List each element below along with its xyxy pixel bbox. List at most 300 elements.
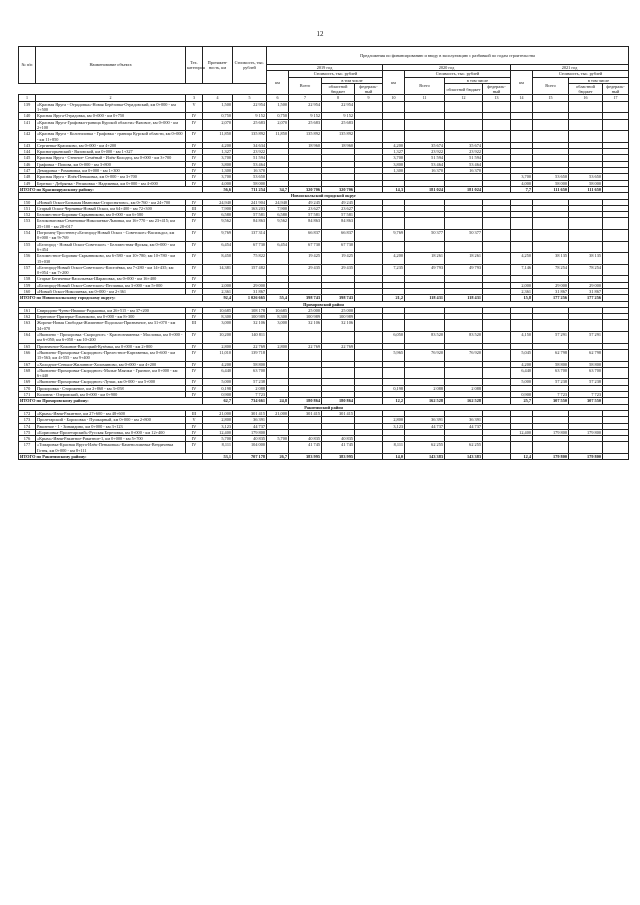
tech-category: IV <box>186 168 203 174</box>
value-cell <box>483 131 511 143</box>
value-cell: 2 088 <box>233 385 267 391</box>
table-body <box>19 101 629 460</box>
value-cell <box>355 349 383 361</box>
tech-category: IV <box>186 442 203 454</box>
header-total-2020: Всего <box>405 77 445 95</box>
row-number: 149 <box>19 180 36 186</box>
value-cell: 301 415 <box>289 410 322 416</box>
value-cell: 5,045 <box>511 349 533 361</box>
header-year-2021: 2021 год <box>511 65 629 71</box>
value-cell: 50 377 <box>405 230 445 242</box>
value-cell: 6,454 <box>267 241 289 253</box>
value-cell: 4,150 <box>511 332 533 344</box>
value-cell: 84 863 <box>289 218 322 230</box>
tech-category: IV <box>186 149 203 155</box>
value-cell: 22 769 <box>322 343 355 349</box>
value-cell: 44 737 <box>233 423 267 429</box>
table-row <box>19 253 629 265</box>
tech-category: IV <box>186 367 203 379</box>
total-cell: 734 661 <box>233 398 267 404</box>
value-cell: 0,750 <box>267 113 289 119</box>
value-cell <box>405 131 445 143</box>
total-cell: 383 995 <box>289 454 322 460</box>
table-row <box>19 230 629 242</box>
object-name: Прохоровка - Сторожевое, км 2+860 - км 3+058 <box>36 385 186 391</box>
value-cell: 58 000 <box>233 180 267 186</box>
value-cell: 53 464 <box>233 161 267 167</box>
value-cell: 22 769 <box>289 343 322 349</box>
value-cell: 58 800 <box>533 361 569 367</box>
row-number: 166 <box>19 349 36 361</box>
value-cell: 2,800 <box>267 343 289 349</box>
value-cell: 8,300 <box>203 314 233 320</box>
value-cell: 29 000 <box>233 282 267 288</box>
tech-category: IV <box>186 429 203 435</box>
total-cell: 56,6 <box>203 186 233 192</box>
row-number: 160 <box>19 288 36 294</box>
value-cell <box>603 119 629 131</box>
value-cell: 57 581 <box>322 212 355 218</box>
object-name: «Крым»-Ивня-Ракитное-Ракитное-1, км 0+000 - км 5+700 <box>36 436 186 442</box>
value-cell: 50 377 <box>445 230 483 242</box>
value-cell: 36 391 <box>233 417 267 423</box>
tech-category: IV <box>186 332 203 344</box>
value-cell: 32 106 <box>322 320 355 332</box>
total-cell: 25,7 <box>511 398 533 404</box>
column-number: 16 <box>569 95 603 101</box>
value-cell: 1,500 <box>203 101 233 113</box>
value-cell: 76 920 <box>445 349 483 361</box>
value-cell: 9 152 <box>322 113 355 119</box>
header-no: № п/п <box>19 47 36 84</box>
row-number: 155 <box>19 241 36 253</box>
object-name: Береговое-Призерье-Ельниково, км 0+000 - км 8+300 <box>36 314 186 320</box>
value-cell: 23 627 <box>322 205 355 211</box>
value-cell: 23 922 <box>445 149 483 155</box>
value-cell: 31 867 <box>569 288 603 294</box>
value-cell: 5,000 <box>203 379 233 385</box>
value-cell: 2,361 <box>511 288 533 294</box>
tech-category: IV <box>186 180 203 186</box>
value-cell <box>289 349 322 361</box>
object-name: Свиридово-Чуево-Ивашко-Радьковка, км 26+515 - км 37+200 <box>36 307 186 313</box>
column-number: 1 <box>19 95 36 101</box>
value-cell: 3,700 <box>203 155 233 161</box>
object-name: Ракитное - 1 - Зинаидино, км 0+000 - км 3+123 <box>36 423 186 429</box>
value-cell: 6,440 <box>203 367 233 379</box>
row-number: 161 <box>19 307 36 313</box>
value-cell: 32 106 <box>289 320 322 332</box>
value-cell <box>267 264 289 276</box>
value-cell <box>603 349 629 361</box>
value-cell: 44 737 <box>405 423 445 429</box>
value-cell <box>511 218 533 230</box>
value-cell <box>355 218 383 230</box>
tech-category: IV <box>186 241 203 253</box>
value-cell <box>533 442 569 454</box>
value-cell: 24,940 <box>203 199 233 205</box>
value-cell <box>383 131 405 143</box>
value-cell: 104 000 <box>233 442 267 454</box>
value-cell: 0,198 <box>203 385 233 391</box>
value-cell: 83 520 <box>445 332 483 344</box>
value-cell <box>355 241 383 253</box>
value-cell <box>483 349 511 361</box>
value-cell: 58 000 <box>533 180 569 186</box>
object-name: «Красная Яруга - Колотиловка - Графовка - граница Курской области, км 0+000 - км 11+850 <box>36 131 186 143</box>
value-cell <box>483 241 511 253</box>
row-number: 140 <box>19 113 36 119</box>
value-cell <box>355 131 383 143</box>
table-row <box>19 241 629 253</box>
header-cost-2020: Стоимость, тыс. рублей <box>405 71 511 77</box>
total-cell: 711 254 <box>233 186 267 192</box>
value-cell: 31 867 <box>233 288 267 294</box>
tech-category: IV <box>186 361 203 367</box>
column-number: 10 <box>383 95 405 101</box>
value-cell <box>267 230 289 242</box>
value-cell <box>405 218 445 230</box>
row-number: 168 <box>19 367 36 379</box>
value-cell: 179 800 <box>569 429 603 435</box>
row-number: 156 <box>19 253 36 265</box>
tech-category: IV <box>186 436 203 442</box>
value-cell: 11,850 <box>267 131 289 143</box>
total-cell: 21,2 <box>383 295 405 301</box>
total-label: ИТОГО по Ракитянскому району: <box>19 454 203 460</box>
row-number: 142 <box>19 131 36 143</box>
value-cell: 4,200 <box>383 142 405 148</box>
value-cell <box>533 241 569 253</box>
value-cell: 14,381 <box>203 264 233 276</box>
tech-category: IV <box>186 212 203 218</box>
value-cell: 21,000 <box>203 410 233 416</box>
column-number: 3 <box>186 95 203 101</box>
value-cell: 7,235 <box>383 264 405 276</box>
value-cell: 2,000 <box>511 282 533 288</box>
value-cell: 3,123 <box>383 423 405 429</box>
value-cell <box>383 101 405 113</box>
value-cell: 9,562 <box>203 218 233 230</box>
row-number: 173 <box>19 417 36 423</box>
value-cell <box>533 119 569 131</box>
tech-category: IV <box>186 288 203 294</box>
row-number: 141 <box>19 119 36 131</box>
tech-category: IV <box>186 218 203 230</box>
value-cell: 135 892 <box>289 131 322 143</box>
column-number: 8 <box>322 95 355 101</box>
value-cell: 10,685 <box>203 307 233 313</box>
value-cell <box>569 218 603 230</box>
header-year-2019: 2019 год <box>267 65 383 71</box>
header-total-2021: Всего <box>533 77 569 95</box>
header-federal-2021: федераль-ный <box>603 83 629 95</box>
tech-category: III <box>186 410 203 416</box>
value-cell <box>267 442 289 454</box>
value-cell: 67 730 <box>322 241 355 253</box>
object-name: «Борисовка-Пролетарский»-Русская Березовка, км 0+000 - км 12+400 <box>36 429 186 435</box>
header-name: Наименование объекта <box>36 47 186 84</box>
value-cell: 135 892 <box>322 131 355 143</box>
value-cell <box>533 230 569 242</box>
total-cell: 307 550 <box>569 398 603 404</box>
value-cell: 100 989 <box>289 314 322 320</box>
header-km-2020: км <box>383 71 405 95</box>
value-cell <box>603 442 629 454</box>
value-cell: 3,800 <box>383 161 405 167</box>
tech-category: IV <box>186 174 203 180</box>
tech-category: IV <box>186 392 203 398</box>
object-name: «Холодное-Сеньки-Жилинное-Холоминово, км 0+000 - км 4+200 <box>36 361 186 367</box>
value-cell <box>267 253 289 265</box>
value-cell <box>383 320 405 332</box>
value-cell: 66 837 <box>322 230 355 242</box>
value-cell <box>603 320 629 332</box>
value-cell: 19 425 <box>322 253 355 265</box>
row-number: 146 <box>19 161 36 167</box>
value-cell: 16 370 <box>405 168 445 174</box>
value-cell: 8,111 <box>383 442 405 454</box>
value-cell: 2,800 <box>383 417 405 423</box>
value-cell: 40 835 <box>322 436 355 442</box>
value-cell <box>603 241 629 253</box>
tech-category: IV <box>186 264 203 276</box>
value-cell <box>603 101 629 113</box>
value-cell: 11,850 <box>203 131 233 143</box>
table-row <box>19 119 629 131</box>
total-cell: 181 024 <box>445 186 483 192</box>
total-cell: 111 650 <box>533 186 569 192</box>
value-cell: 38 135 <box>569 253 603 265</box>
value-cell: 6,580 <box>267 212 289 218</box>
value-cell: 3,800 <box>203 161 233 167</box>
table-row <box>19 101 629 113</box>
value-cell: 2,000 <box>203 282 233 288</box>
value-cell: 4,200 <box>203 142 233 148</box>
row-number: 164 <box>19 332 36 344</box>
value-cell <box>483 218 511 230</box>
value-cell: 57 581 <box>289 212 322 218</box>
total-cell: 179 800 <box>533 454 569 460</box>
value-cell: 57 238 <box>233 379 267 385</box>
total-cell: 320 706 <box>289 186 322 192</box>
object-name: Березки - Дебрянка - Репяховка - Надежевка, км 0+000 - км 4+000 <box>36 180 186 186</box>
total-cell: 15,8 <box>511 295 533 301</box>
value-cell <box>483 264 511 276</box>
value-cell: 63 700 <box>233 367 267 379</box>
row-number: 154 <box>19 230 36 242</box>
total-cell: 7,7 <box>511 186 533 192</box>
value-cell: 6,580 <box>203 212 233 218</box>
tech-category: V <box>186 101 203 113</box>
total-cell: 179 800 <box>569 454 603 460</box>
value-cell: 78 254 <box>569 264 603 276</box>
row-number: 162 <box>19 314 36 320</box>
column-number: 6 <box>267 95 289 101</box>
value-cell <box>445 119 483 131</box>
value-cell: 49 245 <box>322 199 355 205</box>
value-cell: 9 152 <box>233 113 267 119</box>
value-cell: 22 954 <box>289 101 322 113</box>
total-cell: 24,8 <box>267 398 289 404</box>
value-cell: 66 837 <box>289 230 322 242</box>
value-cell: 35 674 <box>445 142 483 148</box>
value-cell <box>322 367 355 379</box>
value-cell <box>483 367 511 379</box>
value-cell: 75 822 <box>233 253 267 265</box>
total-cell: 143 383 <box>445 454 483 460</box>
value-cell: 7,146 <box>511 264 533 276</box>
header-federal-2019: федераль-ный <box>355 83 383 95</box>
value-cell: 2 088 <box>445 385 483 391</box>
value-cell: 57 238 <box>569 379 603 385</box>
value-cell <box>533 320 569 332</box>
object-name: Погромец-Тростенец-«Белгород-Новый Оскол - Советское»-Васильдол, км 0+000 - км 9+769 <box>36 230 186 242</box>
tech-category: IV <box>186 343 203 349</box>
object-name: «Белгород-Новый Оскол-Советское»-Киселёвка, км 7+280 - км 14+435; км 0+054 - км 7+200 <box>36 264 186 276</box>
value-cell <box>483 320 511 332</box>
object-name: «Белгород - Новый Оскол-Советское» - Беломестная-Ярская, км 0+000 - км 6+454 <box>36 241 186 253</box>
value-cell: 41 745 <box>322 442 355 454</box>
tech-category: IV <box>186 161 203 167</box>
value-cell: 12,400 <box>511 429 533 435</box>
value-cell <box>511 241 533 253</box>
value-cell: 0,198 <box>383 385 405 391</box>
value-cell: 58 800 <box>569 361 603 367</box>
value-cell: 1,327 <box>203 149 233 155</box>
header-km-2021: км <box>511 71 533 95</box>
value-cell: 22 954 <box>233 101 267 113</box>
value-cell: 3,123 <box>203 423 233 429</box>
header-regional-2021: областной бюджет <box>569 83 603 95</box>
value-cell: 2,800 <box>203 417 233 423</box>
tech-category: IV <box>186 199 203 205</box>
table-row <box>19 320 629 332</box>
total-cell: 53,1 <box>203 454 233 460</box>
value-cell: 22 769 <box>233 343 267 349</box>
value-cell: 179 800 <box>533 429 569 435</box>
value-cell: 58 000 <box>569 180 603 186</box>
row-number: 175 <box>19 429 36 435</box>
total-cell: 34,7 <box>267 186 289 192</box>
value-cell <box>511 119 533 131</box>
value-cell <box>511 230 533 242</box>
column-number: 12 <box>445 95 483 101</box>
value-cell: 16 370 <box>445 168 483 174</box>
value-cell: 2,070 <box>203 119 233 131</box>
table-row <box>19 264 629 276</box>
total-cell: 707 178 <box>233 454 267 460</box>
tech-category: IV <box>186 307 203 313</box>
total-label: ИТОГО по Прохоровскому району: <box>19 398 203 404</box>
tech-category: IV <box>186 131 203 143</box>
object-name: Красная Яруга - Степное- Семёный - Илёк-Колодец, км 0+000 - км 3+700 <box>36 155 186 161</box>
value-cell: 9 152 <box>289 113 322 119</box>
table-header <box>19 47 629 102</box>
value-cell <box>355 101 383 113</box>
value-cell: 58 800 <box>233 361 267 367</box>
value-cell <box>445 101 483 113</box>
value-cell: 62 798 <box>533 349 569 361</box>
value-cell <box>603 218 629 230</box>
object-name: Колонна - Озеровский, км 0+000 - км 0+900 <box>36 392 186 398</box>
value-cell <box>533 131 569 143</box>
object-name: Белоконаговка-Семеновка-Николаевка-Львовка, км 16+770 - км 23+415; км 25+100 - км 28+017 <box>36 218 186 230</box>
value-cell: 0,900 <box>203 392 233 398</box>
value-cell: 63 700 <box>569 367 603 379</box>
tech-category: IV <box>186 314 203 320</box>
value-cell: 3,000 <box>267 320 289 332</box>
value-cell: 7,900 <box>203 205 233 211</box>
value-cell <box>322 349 355 361</box>
value-cell: 34 634 <box>233 142 267 148</box>
object-name: Призначное-Кожанов-Высоцкий-Кузёмка, км 0+000 - км 2+800 <box>36 343 186 349</box>
value-cell: 1,500 <box>267 101 289 113</box>
value-cell: 12,400 <box>203 429 233 435</box>
value-cell <box>405 241 445 253</box>
value-cell: 62 255 <box>445 442 483 454</box>
total-cell: 383 995 <box>322 454 355 460</box>
value-cell: 3,700 <box>203 174 233 180</box>
value-cell: 51 594 <box>445 155 483 161</box>
value-cell: 10,685 <box>267 307 289 313</box>
object-name: Жорочи-Новая Свободка-Жилинное-Подольхи-Призначное, км 31+070 - км 34+070 <box>36 320 186 332</box>
value-cell: 2,800 <box>203 343 233 349</box>
object-name: «Яковлево-Прохоровка-Скородное»-Малые Маячки - Грязное, км 0+000 - км 6+440 <box>36 367 186 379</box>
total-cell: 143 383 <box>405 454 445 460</box>
value-cell: 3,000 <box>203 320 233 332</box>
tech-category: III <box>186 205 203 211</box>
value-cell: 53 650 <box>233 174 267 180</box>
value-cell: 11,010 <box>203 349 233 361</box>
object-name: Красногорьевский - Вязовской, км 0+000 - км 1+327 <box>36 149 186 155</box>
value-cell <box>569 131 603 143</box>
total-cell <box>603 454 629 460</box>
object-name: «Белгород-Новый Оскол-Советское»-Песчанка, км 3+000 - км 5+000 <box>36 282 186 288</box>
value-cell <box>569 230 603 242</box>
section-title: Ракитянский район <box>19 404 629 410</box>
value-cell <box>483 253 511 265</box>
value-cell: 100 989 <box>233 314 267 320</box>
value-cell: 31 867 <box>533 288 569 294</box>
table-row <box>19 332 629 344</box>
tech-category: IV <box>186 282 203 288</box>
column-number: 4 <box>203 95 233 101</box>
tech-category: IV <box>186 155 203 161</box>
value-cell: 25 000 <box>289 307 322 313</box>
row-number: 145 <box>19 155 36 161</box>
value-cell <box>603 264 629 276</box>
total-cell: 181 024 <box>405 186 445 192</box>
total-label: ИТОГО по Краснояружскому району: <box>19 186 203 192</box>
value-cell: 67 730 <box>289 241 322 253</box>
value-cell: 62 798 <box>569 349 603 361</box>
value-cell <box>355 230 383 242</box>
object-name: Графовка - Попова, км 0+000 - км 3+800 <box>36 161 186 167</box>
total-label: ИТОГО по Новооскольскому городскому округу: <box>19 295 203 301</box>
value-cell: 135 892 <box>233 131 267 143</box>
total-cell: 26,7 <box>267 454 289 460</box>
total-cell: 320 706 <box>322 186 355 192</box>
value-cell: 29 435 <box>322 264 355 276</box>
header-funding: Предложения по финансированию и вводу в эксплуатацию с разбивкой по годам строительства <box>267 47 629 65</box>
value-cell <box>483 230 511 242</box>
value-cell: 57 238 <box>533 379 569 385</box>
value-cell: 9,562 <box>267 218 289 230</box>
value-cell <box>445 320 483 332</box>
object-name: Старый Оскол-Чернянка-Новый Оскол, км 64+400 - км 72+300 <box>36 205 186 211</box>
value-cell: 0,900 <box>511 392 533 398</box>
